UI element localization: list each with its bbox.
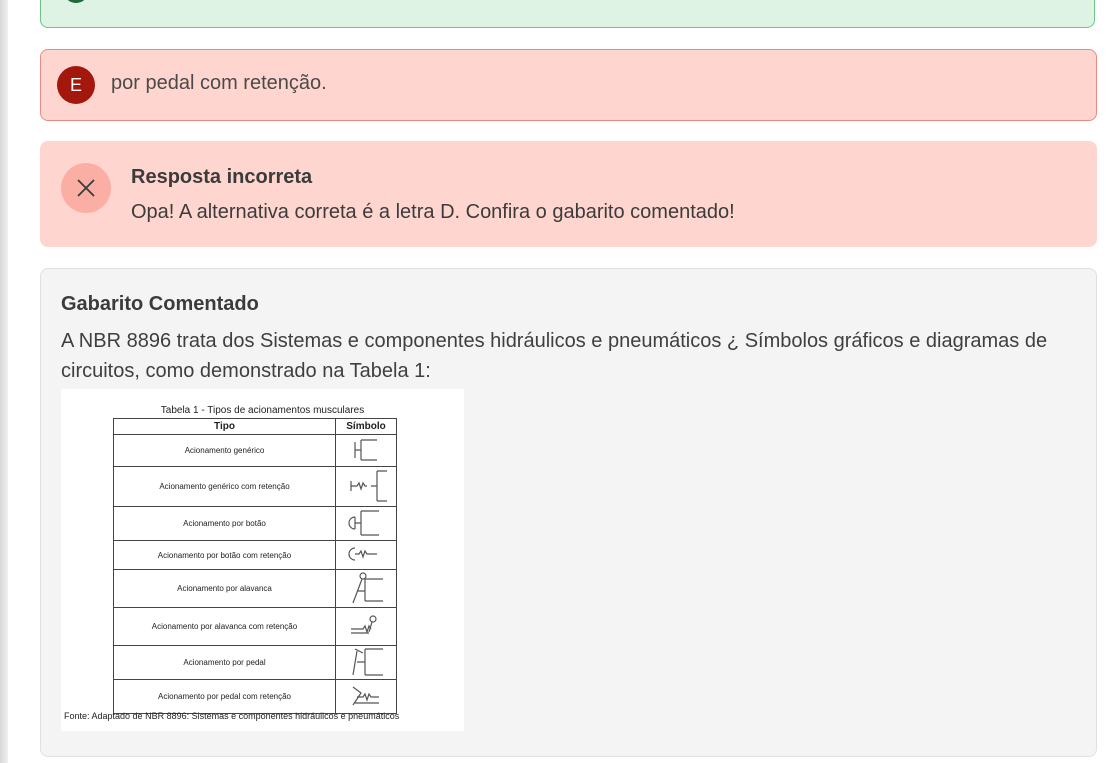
generic-actuation-symbol bbox=[336, 435, 397, 467]
close-icon bbox=[61, 163, 111, 213]
correct-option-badge bbox=[63, 0, 89, 3]
table-row-label: Acionamento por botão com retenção bbox=[114, 541, 336, 570]
table-row-label: Acionamento genérico bbox=[114, 435, 336, 467]
feedback-message: Opa! A alternativa correta é a letra D. Confira o gabarito comentado! bbox=[131, 201, 735, 223]
comment-title: Gabarito Comentado bbox=[61, 293, 259, 315]
table-row-label: Acionamento por pedal com retenção bbox=[114, 680, 336, 714]
table-header-simbolo: Símbolo bbox=[336, 419, 397, 435]
actuation-table bbox=[113, 418, 397, 714]
pedal-detent-actuation-symbol bbox=[336, 680, 397, 714]
feedback-box bbox=[40, 141, 1097, 247]
left-rail bbox=[0, 0, 8, 763]
option-e-letter: E bbox=[57, 66, 95, 104]
option-e[interactable] bbox=[40, 49, 1097, 121]
lever-detent-actuation-symbol bbox=[336, 608, 397, 646]
correct-option-box[interactable] bbox=[40, 0, 1095, 28]
table-row-label: Acionamento por alavanca bbox=[114, 570, 336, 608]
push-button-detent-actuation-symbol bbox=[336, 541, 397, 570]
table-row-label: Acionamento por botão bbox=[114, 507, 336, 541]
pedal-actuation-symbol bbox=[336, 646, 397, 680]
table-row-label: Acionamento por pedal bbox=[114, 646, 336, 680]
comment-box bbox=[40, 268, 1097, 757]
table-row-label: Acionamento por alavanca com retenção bbox=[114, 608, 336, 646]
table-source: Fonte: Adaptado de NBR 8896: Sistemas e componentes hidráulicos e pneumáticos bbox=[64, 711, 400, 721]
table-image bbox=[61, 389, 464, 731]
feedback-title: Resposta incorreta bbox=[131, 166, 313, 188]
table-header-tipo: Tipo bbox=[114, 419, 336, 435]
push-button-actuation-symbol bbox=[336, 507, 397, 541]
table-caption: Tabela 1 - Tipos de acionamentos musculares bbox=[160, 405, 365, 416]
table-row-label: Acionamento genérico com retenção bbox=[114, 467, 336, 507]
lever-actuation-symbol bbox=[336, 570, 397, 608]
option-e-text: por pedal com retenção. bbox=[111, 72, 327, 94]
generic-detent-actuation-symbol bbox=[336, 467, 397, 507]
comment-text: A NBR 8896 trata dos Sistemas e componentes hidráulicos e pneumáticos ¿ Símbolos gráficos e diagramas de circuitos, como demonstrado na Tabela 1: bbox=[61, 330, 1048, 382]
